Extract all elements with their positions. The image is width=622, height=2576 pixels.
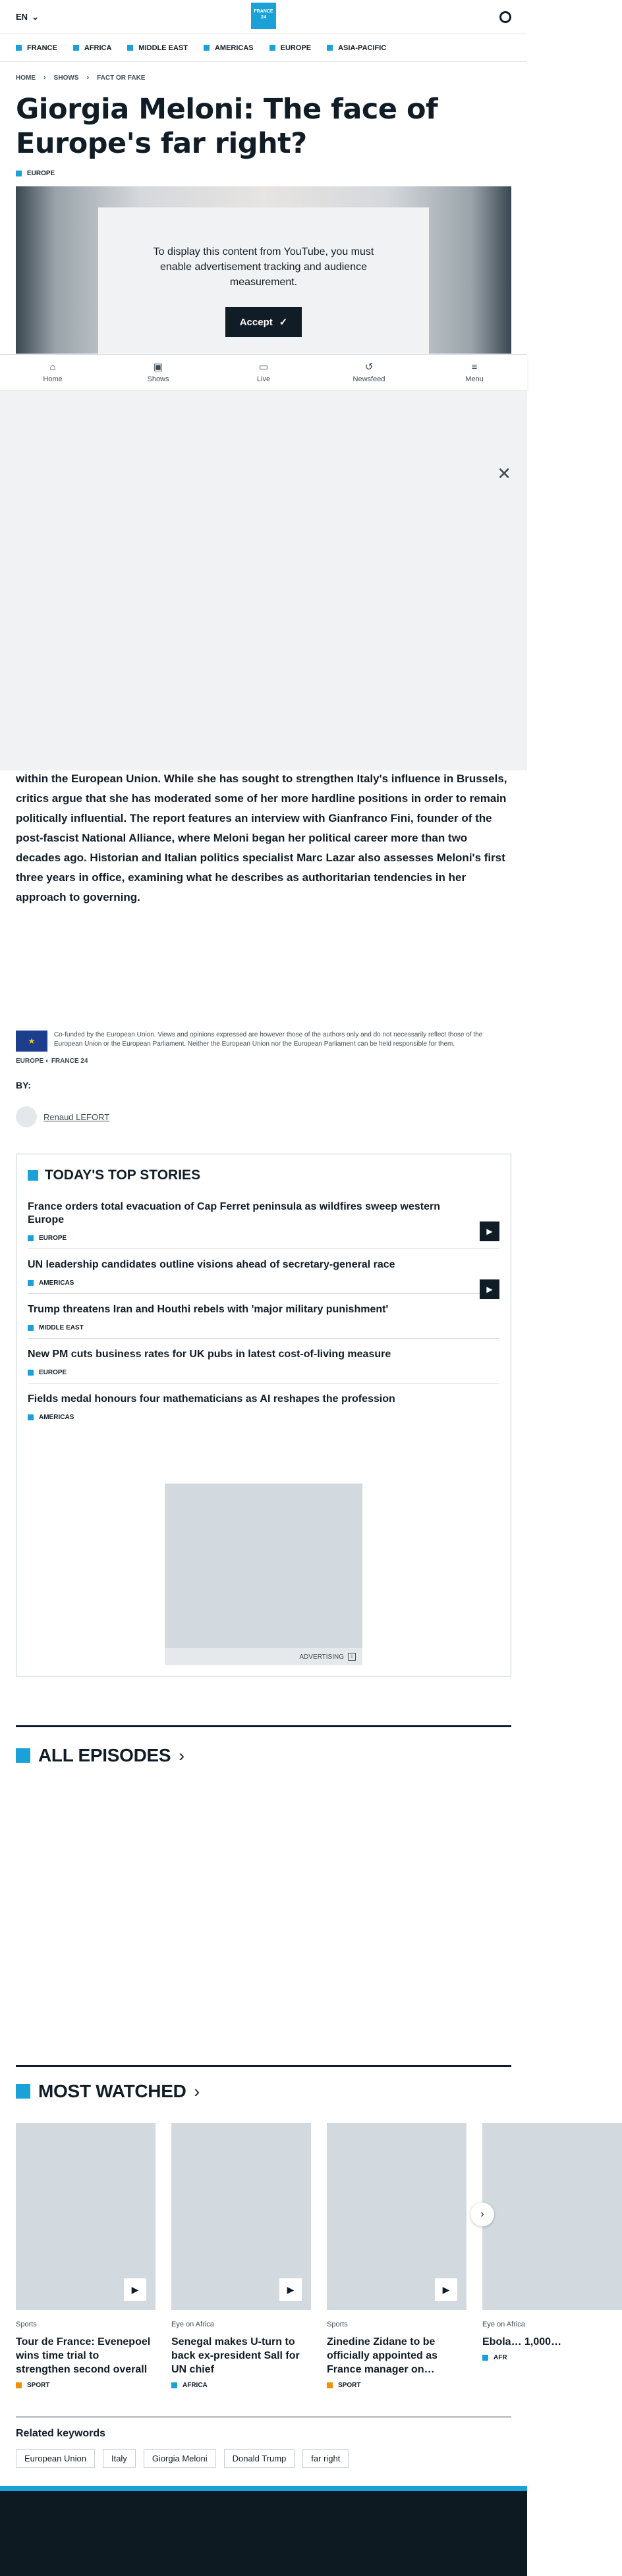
breadcrumb-home[interactable]: HOME (16, 74, 36, 82)
app-bottom-nav (0, 354, 527, 391)
all-episodes-heading[interactable] (16, 1745, 184, 1766)
play-icon[interactable]: ▶ (435, 2278, 457, 2301)
language-label: EN (16, 12, 28, 22)
region-marker-icon (127, 45, 133, 51)
carousel-next-button[interactable] (470, 2203, 494, 2226)
story-item[interactable] (28, 1339, 499, 1383)
video-card[interactable] (327, 2123, 466, 2389)
video-card[interactable] (482, 2123, 622, 2361)
eu-disclaimer: Co-funded by the European Union. Views and opinions expressed are however those of the authors only and do not necessarily reflect those of the European Union or the European Parliament. Neither the European Union nor the European Parliament can be held responsible for them. (54, 1031, 483, 1048)
accept-button[interactable] (225, 307, 302, 337)
related-keywords (16, 2417, 511, 2468)
shows-icon: ▣ (153, 362, 163, 373)
menu-icon: ≡ (471, 362, 478, 373)
story-headline[interactable]: France orders total evacuation of Cap Ferret peninsula as wildfires sweep western Europe (28, 1201, 440, 1225)
region-marker-icon (28, 1325, 34, 1331)
breadcrumb-shows[interactable]: SHOWS (53, 74, 79, 82)
video-thumbnail[interactable] (171, 2123, 311, 2310)
section-divider (16, 2065, 511, 2067)
most-watched-title: MOST WATCHED (38, 2081, 186, 2101)
footer-accent-bar (0, 2486, 527, 2491)
consent-text: To display this content from YouTube, you must enable advertisement tracking and audience measurement. (153, 246, 374, 288)
eu-funding-notice (16, 1031, 511, 1052)
top-stories-title: TODAY'S TOP STORIES (45, 1167, 201, 1183)
card-category: Eye on Africa (482, 2321, 525, 2328)
nav-label: Live (256, 375, 271, 383)
region-item-middle-east[interactable] (127, 44, 188, 52)
nav-live[interactable] (237, 362, 290, 383)
home-icon: ⌂ (49, 362, 56, 373)
play-icon[interactable]: ▶ (124, 2278, 146, 2301)
tag-marker-icon (16, 171, 22, 176)
story-item[interactable] (28, 1249, 499, 1294)
nav-label: Home (43, 375, 63, 383)
card-title[interactable]: Ebola… 1,000… (482, 2336, 562, 2348)
nav-newsfeed[interactable] (343, 362, 395, 383)
section-marker-icon (16, 1748, 30, 1763)
card-region (171, 2382, 311, 2389)
region-marker-icon (16, 45, 22, 51)
region-label: EUROPE (280, 43, 312, 52)
site-footer (0, 2491, 527, 2576)
source-line: EUROPE ◐ FRANCE 24 (16, 1058, 88, 1065)
language-selector[interactable] (16, 12, 39, 22)
info-icon[interactable]: i (348, 1653, 356, 1661)
top-stories-heading (28, 1167, 499, 1183)
story-headline[interactable]: New PM cuts business rates for UK pubs in latest cost-of-living measure (28, 1349, 391, 1360)
nav-shows[interactable] (132, 362, 184, 383)
byline-label: BY: (16, 1080, 32, 1090)
region-marker-icon (16, 2382, 22, 2388)
card-title[interactable]: Zinedine Zidane to be officially appointed as France manager on… (327, 2336, 438, 2375)
region-marker-icon (171, 2382, 177, 2388)
region-marker-icon (28, 1414, 34, 1420)
card-region (327, 2382, 466, 2389)
region-label: MIDDLE EAST (39, 1324, 84, 1331)
region-label: AFRICA (183, 2382, 208, 2389)
region-marker-icon (28, 1280, 34, 1286)
chevron-right-icon: › (194, 2081, 200, 2101)
region-marker-icon (73, 45, 79, 51)
keyword-chip[interactable]: Giorgia Meloni (144, 2449, 216, 2468)
ad-overlay (0, 391, 527, 770)
region-marker-icon (482, 2355, 488, 2361)
card-title[interactable]: Tour de France: Evenepoel wins time trial to strengthen second overall (16, 2336, 151, 2375)
video-card[interactable] (16, 2123, 156, 2389)
region-label: ASIA-PACIFIC (338, 43, 387, 52)
video-player (16, 186, 511, 354)
keyword-chip[interactable]: Donald Trump (224, 2449, 295, 2468)
play-icon[interactable]: ▶ (480, 1279, 499, 1299)
advertisement[interactable] (165, 1484, 362, 1665)
region-item-asia-pacific[interactable] (327, 44, 386, 52)
video-card[interactable] (171, 2123, 311, 2389)
region-label: AMERICAS (214, 43, 254, 52)
ad-label: ADVERTISING (299, 1653, 344, 1661)
story-item[interactable] (28, 1294, 499, 1339)
region-item-france[interactable] (16, 44, 57, 52)
story-headline[interactable]: Fields medal honours four mathematicians as AI reshapes the profession (28, 1393, 395, 1405)
newsfeed-icon: ↺ (364, 362, 374, 373)
story-region (28, 1414, 499, 1421)
region-item-europe[interactable] (269, 44, 311, 52)
region-nav (0, 34, 527, 62)
avatar (16, 1106, 37, 1127)
check-icon: ✓ (279, 317, 288, 328)
section-marker-icon (28, 1170, 38, 1181)
section-marker-icon (16, 2084, 30, 2099)
all-episodes-title: ALL EPISODES (38, 1745, 171, 1765)
tag-label: EUROPE (27, 170, 55, 177)
region-item-africa[interactable] (73, 44, 112, 52)
top-stories (16, 1154, 511, 1677)
region-label: EUROPE (39, 1369, 67, 1376)
story-item[interactable] (28, 1191, 499, 1249)
region-label: AMERICAS (39, 1414, 74, 1421)
region-marker-icon (269, 45, 275, 51)
card-category: Sports (327, 2321, 348, 2328)
live-tv-icon: ▭ (258, 362, 269, 373)
card-title[interactable]: Senegal makes U-turn to back ex-president Sall for UN chief (171, 2336, 300, 2375)
video-thumbnail[interactable] (327, 2123, 466, 2310)
consent-dialog (98, 207, 429, 354)
region-marker-icon (28, 1370, 34, 1376)
card-category: Eye on Africa (171, 2321, 214, 2328)
author-name[interactable]: Renaud LEFORT (43, 1112, 110, 1122)
chevron-right-icon: › (480, 2209, 484, 2220)
region-marker-icon (327, 2382, 333, 2388)
related-heading: Related keywords (16, 2428, 106, 2439)
region-marker-icon (28, 1235, 34, 1241)
region-label: AFR (494, 2354, 507, 2361)
chevron-right-icon: › (179, 1745, 184, 1765)
story-region (28, 1324, 499, 1331)
keyword-chip[interactable]: European Union (16, 2449, 95, 2468)
region-label: AFRICA (84, 43, 112, 52)
section-divider (16, 1725, 511, 1727)
accept-label: Accept (239, 316, 273, 328)
region-item-americas[interactable] (204, 44, 254, 52)
most-watched-heading[interactable] (16, 2081, 200, 2102)
nav-label: Shows (147, 375, 169, 383)
france24-logo[interactable]: FRANCE 24 (251, 3, 276, 29)
story-region (28, 1235, 499, 1242)
page-title: Giorgia Meloni: The face of Europe's far right? (16, 93, 438, 160)
breadcrumb-fact-or-fake[interactable]: FACT OR FAKE (97, 74, 146, 82)
region-label: EUROPE (39, 1235, 67, 1242)
story-item[interactable] (28, 1383, 499, 1428)
nav-label: Newsfeed (353, 375, 385, 383)
region-label: FRANCE (27, 43, 57, 52)
keyword-chip[interactable]: far right (302, 2449, 349, 2468)
nav-home[interactable] (26, 362, 79, 383)
card-category: Sports (16, 2321, 37, 2328)
story-headline[interactable]: UN leadership candidates outline visions ahead of secretary-general race (28, 1259, 395, 1270)
story-region (28, 1279, 499, 1287)
close-icon[interactable]: ✕ (497, 464, 511, 483)
video-thumbnail[interactable] (16, 2123, 156, 2310)
region-label: SPORT (27, 2382, 50, 2389)
site-header (0, 0, 527, 34)
play-icon[interactable]: ▶ (480, 1221, 499, 1241)
card-region (16, 2382, 156, 2389)
nav-label: Menu (465, 375, 484, 383)
play-icon[interactable]: ▶ (279, 2278, 302, 2301)
card-region (482, 2354, 622, 2361)
story-region (28, 1369, 499, 1376)
most-watched-carousel (16, 2123, 562, 2400)
region-marker-icon (327, 45, 333, 51)
region-marker-icon (204, 45, 210, 51)
region-label: AMERICAS (39, 1279, 74, 1287)
ad-label-bar (165, 1648, 362, 1665)
region-label: SPORT (338, 2382, 361, 2389)
nav-menu[interactable] (448, 362, 501, 383)
video-thumbnail[interactable] (482, 2123, 622, 2310)
chevron-down-icon: ⌄ (32, 11, 39, 22)
region-label: MIDDLE EAST (138, 43, 188, 52)
keyword-list (16, 2449, 511, 2468)
author[interactable] (16, 1106, 109, 1127)
article-tag[interactable] (0, 170, 527, 177)
chevron-right-icon: › (43, 74, 46, 82)
chevron-right-icon: › (86, 74, 90, 82)
eu-flag-icon: ★ (16, 1031, 47, 1052)
story-headline[interactable]: Trump threatens Iran and Houthi rebels with 'major military punishment' (28, 1304, 389, 1315)
breadcrumb (0, 74, 527, 82)
article-body: within the European Union. While she has sought to strengthen Italy's influence in Brussels, critics argue that she has moderated some of her more hardline positions in order to remain politically influential. The report features an interview with Gianfranco Fini, founder of the post-fascist National Alliance, where Meloni began her political career more than two decades ago. Historian and Italian politics specialist Marc Lazar also assesses Meloni's first three years in office, examining what he describes as authoritarian tendencies in her approach to governing. (16, 772, 507, 903)
keyword-chip[interactable]: Italy (103, 2449, 136, 2468)
settings-icon[interactable] (499, 11, 511, 23)
